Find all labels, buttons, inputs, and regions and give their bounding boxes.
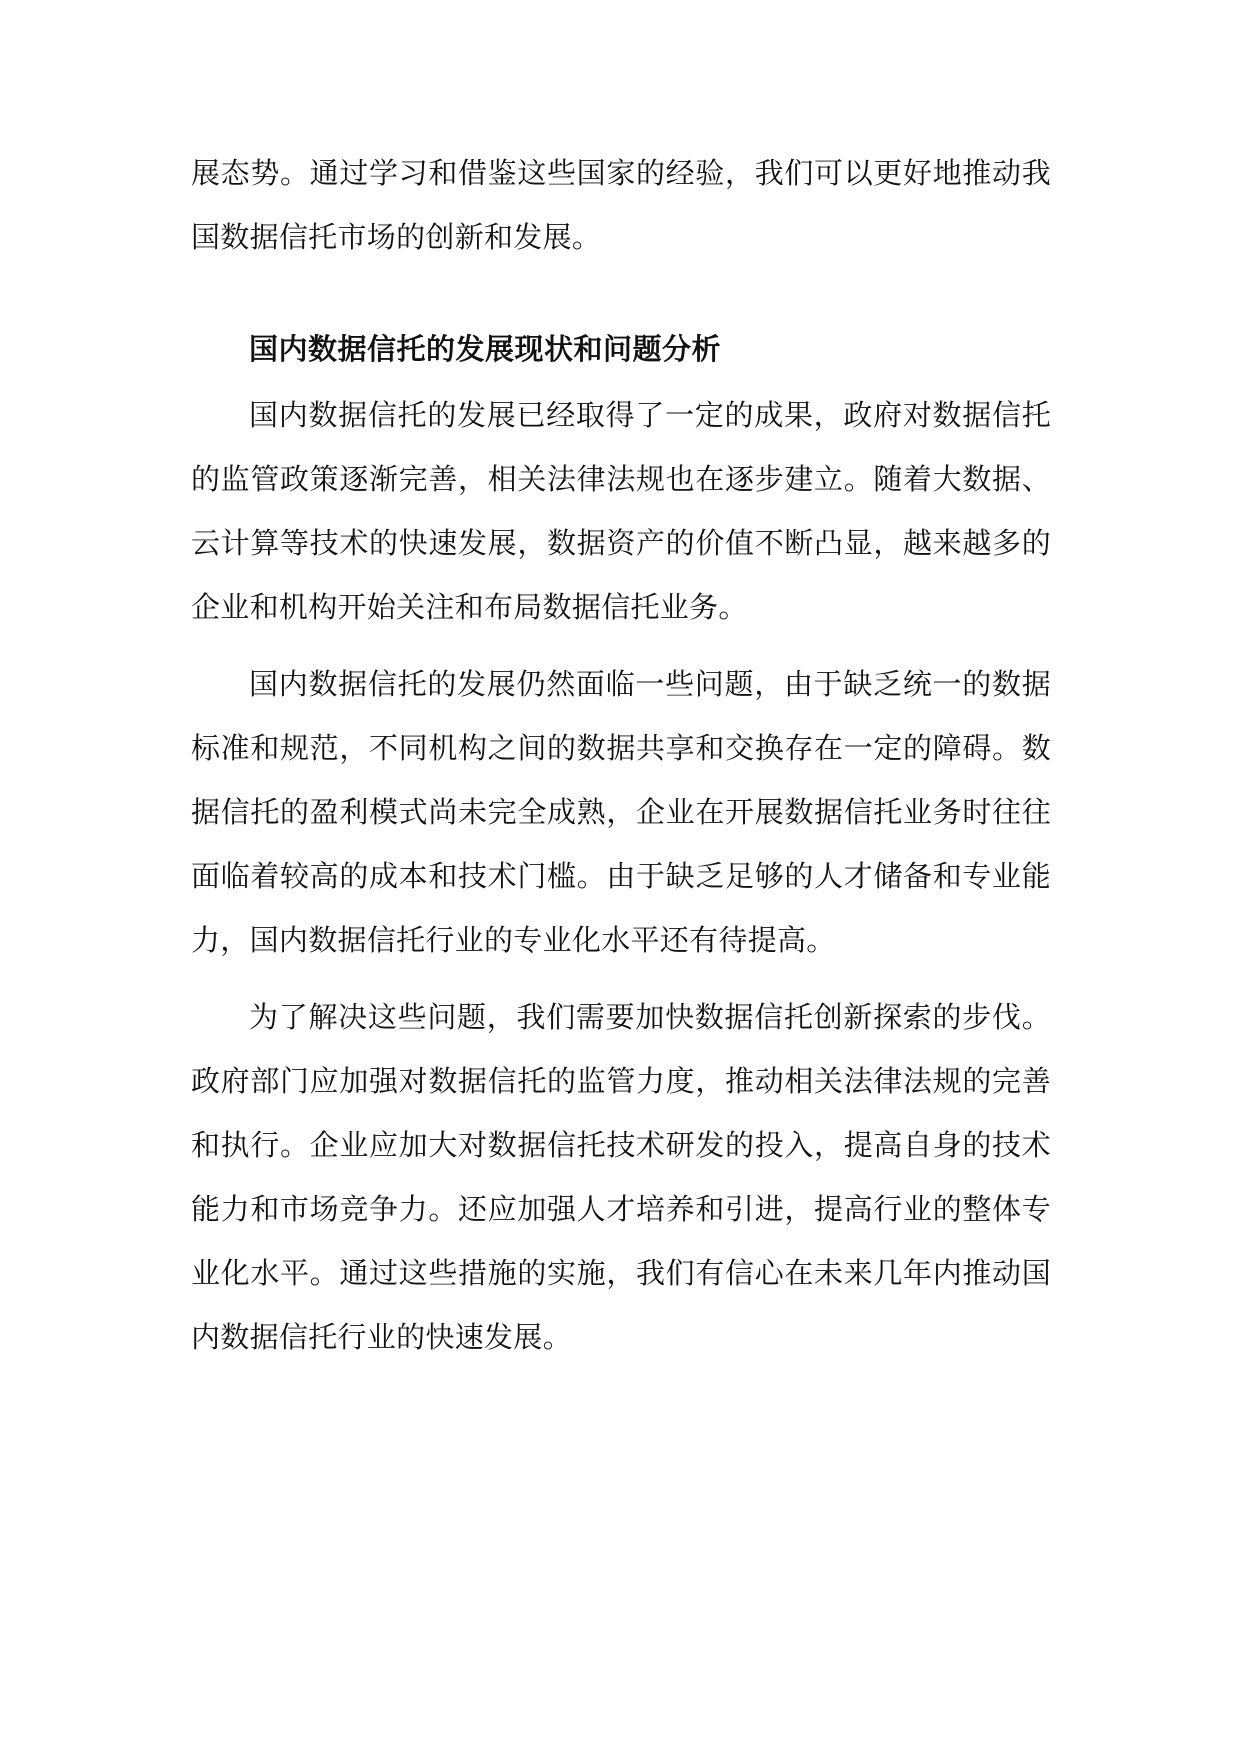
paragraph-problems: 国内数据信托的发展仍然面临一些问题，由于缺乏统一的数据标准和规范，不同机构之间的数据共享和交换存在一定的障碍。数据信托的盈利模式尚未完全成熟，企业在开展数据信托业务时往往面临着较高的成本和技术门槛。由于缺乏足够的人才储备和专业能力，国内数据信托行业的专业化水平还有待提高。 — [191, 667, 1051, 957]
section-heading: 国内数据信托的发展现状和问题分析 — [249, 332, 722, 366]
paragraph-solutions: 为了解决这些问题，我们需要加快数据信托创新探索的步伐。政府部门应加强对数据信托的监管力度，推动相关法律法规的完善和执行。企业应加大对数据信托技术研发的投入，提高自身的技术能力和市场竞争力。还应加强人才培养和引进，提高行业的整体专业化水平。通过这些措施的实施，我们有信心在未来几年内推动国内数据信托行业的快速发展。 — [191, 1000, 1051, 1354]
continuation-paragraph: 展态势。通过学习和借鉴这些国家的经验，我们可以更好地推动我国数据信托市场的创新和发展。 — [191, 156, 1051, 254]
document-body — [191, 141, 1051, 1369]
paragraph-development-status: 国内数据信托的发展已经取得了一定的成果，政府对数据信托的监管政策逐渐完善，相关法律法规也在逐步建立。随着大数据、云计算等技术的快速发展，数据资产的价值不断凸显，越来越多的企业和机构开始关注和布局数据信托业务。 — [191, 398, 1051, 624]
